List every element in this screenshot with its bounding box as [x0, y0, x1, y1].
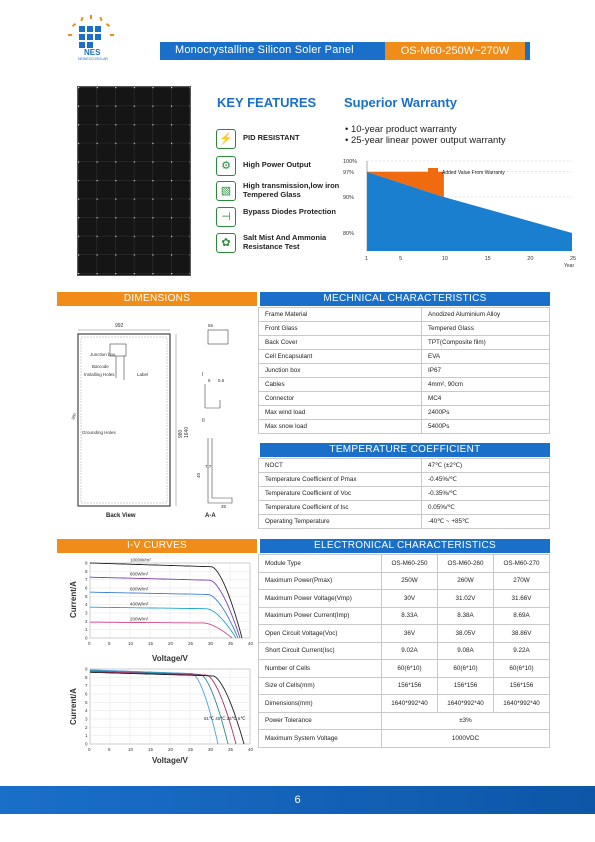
logo-subtext: NEWESCOSOLAR: [78, 57, 108, 61]
pid-icon: ⚡: [216, 129, 236, 149]
electrical-value: 8.38A: [438, 607, 494, 625]
iv-x-tick: 40: [248, 641, 254, 646]
svg-text:Barcode: Barcode: [92, 364, 109, 369]
electrical-label: Open Circuit Voltage(Voc): [259, 625, 382, 643]
iv-x-tick: 40: [248, 747, 254, 752]
temperature-value: -0.35%/℃: [422, 487, 550, 501]
electrical-label: Size of Cells(mm): [259, 677, 382, 695]
svg-text:Current/A: Current/A: [69, 688, 78, 725]
electrical-table: [258, 554, 550, 748]
iv-series-label: 1000W/m²: [130, 558, 151, 563]
electrical-value: 31.66V: [494, 590, 550, 608]
iv-y-tick: 6: [85, 585, 88, 591]
electrical-row: [259, 677, 550, 695]
iv-series-label: 400W/m²: [130, 601, 149, 607]
svg-text:II: II: [202, 418, 205, 424]
electrical-value: 156*156: [382, 677, 438, 695]
warranty-x-tick: 25: [570, 256, 577, 262]
mechanical-row: [259, 364, 550, 378]
electrical-label: Maximum System Voltage: [259, 730, 382, 748]
iv-y-tick: 1: [85, 627, 88, 633]
mechanical-row: [259, 350, 550, 364]
mechanical-value: Tempered Glass: [422, 322, 550, 336]
svg-text:55: 55: [208, 323, 214, 328]
key-features-title: KEY FEATURES: [217, 95, 317, 110]
electrical-value: 1000VDC: [382, 730, 550, 748]
iv-y-tick: 9: [85, 666, 88, 672]
electrical-value: 270W: [494, 572, 550, 590]
mechanical-label: Cables: [259, 378, 422, 392]
warranty-base-area: [367, 172, 572, 251]
electrical-header-cell: OS-M60-250: [382, 555, 438, 573]
electrical-row: [259, 625, 550, 643]
temperature-label: Temperature Coefficient of Pmax: [259, 473, 422, 487]
mechanical-label: Back Cover: [259, 336, 422, 350]
iv-x-tick: 10: [128, 747, 134, 752]
svg-text:35: 35: [221, 504, 227, 509]
document-title: Monocrystalline Silicon Soler Panel: [175, 44, 354, 56]
diode-icon: ⊣: [216, 207, 236, 227]
electrical-value: 9.08A: [438, 642, 494, 660]
iv-x-tick: 5: [108, 641, 111, 646]
electrical-header: ELECTRONICAL CHARACTERISTICS: [260, 539, 550, 553]
electrical-label: Short Circuit Current(Isc): [259, 642, 382, 660]
mechanical-label: Max wind load: [259, 406, 422, 420]
warranty-y-tick: 90%: [343, 195, 355, 201]
svg-text:Current/A: Current/A: [69, 581, 78, 618]
mechanical-header: MECHNICAL CHARACTERISTICS: [260, 292, 550, 306]
temperature-value: 0.05%/℃: [422, 501, 550, 515]
iv-curves-header: I-V CURVES: [57, 539, 257, 553]
temperature-label: Temperature Coefficient of Isc: [259, 501, 422, 515]
warranty-chart: [340, 155, 580, 273]
svg-text:A-A: A-A: [205, 513, 216, 518]
iv-y-tick: 0: [85, 635, 88, 641]
mechanical-value: Anodized Aluminium Alloy: [422, 308, 550, 322]
svg-text:Voltage/V: Voltage/V: [152, 756, 188, 765]
electrical-value: 9.22A: [494, 642, 550, 660]
feature-diode: ⊣ Bypass Diodes Protection: [216, 207, 336, 229]
iv-y-tick: 5: [85, 699, 88, 705]
dimensions-header: DIMENSIONS: [57, 292, 257, 306]
temperature-label: Temperature Coefficient of Voc: [259, 487, 422, 501]
iv-y-tick: 0: [85, 741, 88, 747]
iv-x-tick: 5: [108, 747, 111, 752]
temperature-row: [259, 501, 550, 515]
electrical-value: 31.02V: [438, 590, 494, 608]
mechanical-value: 2400Ps: [422, 406, 550, 420]
electrical-value: 36V: [382, 625, 438, 643]
model-range: OS-M60-250W~270W: [385, 42, 525, 60]
page-footer: [0, 786, 595, 814]
temperature-value: -40℃ ~ +85℃: [422, 515, 550, 529]
electrical-label: Dimensions(mm): [259, 695, 382, 713]
electrical-value: 156*156: [494, 677, 550, 695]
svg-text:7.7: 7.7: [205, 464, 212, 469]
mechanical-value: MC4: [422, 392, 550, 406]
page-number: 6: [294, 794, 301, 806]
iv-y-tick: 6: [85, 691, 88, 697]
electrical-row: [259, 607, 550, 625]
logo-text: NES: [84, 48, 101, 57]
svg-text:Label: Label: [137, 372, 149, 377]
mechanical-value: 5400Ps: [422, 420, 550, 434]
svg-text:992: 992: [115, 323, 124, 329]
mechanical-row: [259, 322, 550, 336]
iv-y-tick: 3: [85, 610, 88, 616]
mechanical-row: [259, 378, 550, 392]
electrical-value: 30V: [382, 590, 438, 608]
svg-text:980: 980: [70, 412, 78, 421]
feature-pid: ⚡ PID RESISTANT: [216, 129, 336, 151]
warranty-x-unit: Year: [564, 263, 575, 269]
temperature-row: [259, 487, 550, 501]
svg-text:40: 40: [196, 472, 201, 478]
temperature-label: NOCT: [259, 459, 422, 473]
electrical-row: [259, 572, 550, 590]
electrical-value: 1640*992*40: [438, 695, 494, 713]
warranty-x-tick: 1: [365, 256, 369, 262]
electrical-value: 38.86V: [494, 625, 550, 643]
electrical-value: 9.02A: [382, 642, 438, 660]
electrical-row: [259, 660, 550, 678]
warranty-legend-swatch: [428, 168, 438, 175]
iv-series-label: 600W/m²: [130, 586, 149, 592]
mechanical-label: Max snow load: [259, 420, 422, 434]
iv-y-tick: 7: [85, 683, 88, 689]
warranty-y-tick: 97%: [343, 169, 355, 176]
feature-power: ⚙ High Power Output: [216, 156, 336, 178]
electrical-label: Maximum Power(Pmax): [259, 572, 382, 590]
svg-text:Junction box: Junction box: [90, 352, 116, 357]
iv-y-tick: 2: [85, 618, 88, 624]
iv-y-tick: 4: [85, 602, 88, 608]
svg-text:Installing Holes: Installing Holes: [84, 372, 115, 377]
iv-x-tick: 25: [188, 641, 194, 646]
iv-x-tick: 35: [228, 747, 234, 752]
mechanical-row: [259, 392, 550, 406]
warranty-x-tick: 5: [399, 256, 403, 262]
svg-text:Grounding Holes: Grounding Holes: [82, 430, 116, 435]
mechanical-label: Junction box: [259, 364, 422, 378]
electrical-row: [259, 590, 550, 608]
glass-icon: ▧: [216, 181, 236, 201]
mechanical-value: 4mm², 90cm: [422, 378, 550, 392]
iv-x-tick: 30: [208, 747, 214, 752]
electrical-value: 8.69A: [494, 607, 550, 625]
warranty-y-tick: 100%: [343, 159, 358, 165]
temperature-value: 47℃ (±2℃): [422, 459, 550, 473]
svg-text:I: I: [202, 372, 204, 378]
electrical-label: Number of Cells: [259, 660, 382, 678]
electrical-header-cell: OS-M60-270: [494, 555, 550, 573]
iv-irradiance-chart: [62, 558, 260, 668]
mechanical-table: [258, 307, 550, 434]
iv-x-tick: 10: [128, 641, 134, 646]
electrical-value: 38.05V: [438, 625, 494, 643]
dimensions-drawing: [60, 318, 255, 518]
electrical-header-row: [259, 555, 550, 573]
temperature-header: TEMPERATURE COEFFICIENT: [260, 443, 550, 457]
electrical-label: Maximum Power Voltage(Vmp): [259, 590, 382, 608]
svg-text:5.5: 5.5: [218, 378, 225, 383]
electrical-value: 60(6*10): [438, 660, 494, 678]
iv-series-label: 200W/m²: [130, 616, 149, 622]
temperature-label: Operating Temperature: [259, 515, 422, 529]
iv-x-tick: 30: [208, 641, 214, 646]
iv-y-tick: 8: [85, 674, 88, 680]
mechanical-row: [259, 336, 550, 350]
electrical-value: ±3%: [382, 712, 550, 730]
iv-y-tick: 4: [85, 708, 88, 714]
high-power-icon: ⚙: [216, 156, 236, 176]
iv-x-tick: 15: [148, 747, 154, 752]
temperature-row: [259, 459, 550, 473]
warranty-y-tick: 80%: [343, 231, 355, 237]
mechanical-row: [259, 406, 550, 420]
electrical-label: Power Tolerance: [259, 712, 382, 730]
warranty-x-tick: 20: [527, 256, 534, 262]
iv-temperature-chart: [62, 665, 260, 770]
mechanical-label: Cell Encapsulant: [259, 350, 422, 364]
iv-y-tick: 9: [85, 560, 88, 566]
iv-x-tick: 0: [88, 641, 91, 646]
company-logo: [66, 12, 118, 64]
electrical-header-cell: OS-M60-260: [438, 555, 494, 573]
warranty-x-tick: 15: [484, 256, 491, 262]
svg-text:Voltage/V: Voltage/V: [152, 654, 188, 663]
iv-x-tick: 20: [168, 641, 174, 646]
iv-y-tick: 2: [85, 724, 88, 730]
mechanical-row: [259, 420, 550, 434]
mechanical-row: [259, 308, 550, 322]
electrical-value: 260W: [438, 572, 494, 590]
electrical-value: 156*156: [438, 677, 494, 695]
temperature-row: [259, 473, 550, 487]
warranty-bullet-1: • 10-year product warranty: [345, 124, 457, 135]
electrical-header-cell: Module Type: [259, 555, 382, 573]
iv-y-tick: 3: [85, 716, 88, 722]
iv-x-tick: 0: [88, 747, 91, 752]
mechanical-value: IP67: [422, 364, 550, 378]
svg-text:61℃ 40℃ 25℃ 5℃: 61℃ 40℃ 25℃ 5℃: [204, 716, 246, 721]
mechanical-label: Front Glass: [259, 322, 422, 336]
warranty-legend: Added Value From Warranty: [442, 170, 505, 176]
electrical-row: [259, 642, 550, 660]
electrical-value: 1640*992*40: [382, 695, 438, 713]
mechanical-label: Frame Material: [259, 308, 422, 322]
solar-panel-image: [77, 86, 191, 276]
svg-text:6: 6: [208, 378, 211, 383]
electrical-value: 250W: [382, 572, 438, 590]
svg-text:1640: 1640: [184, 426, 190, 438]
temperature-value: -0.45%/℃: [422, 473, 550, 487]
temperature-row: [259, 515, 550, 529]
electrical-row: [259, 695, 550, 713]
warranty-title: Superior Warranty: [344, 95, 457, 110]
mechanical-value: EVA: [422, 350, 550, 364]
electrical-value: 60(6*10): [382, 660, 438, 678]
electrical-row: [259, 730, 550, 748]
iv-y-tick: 7: [85, 577, 88, 583]
iv-y-tick: 1: [85, 733, 88, 739]
electrical-value: 1640*992*40: [494, 695, 550, 713]
iv-x-tick: 35: [228, 641, 234, 646]
temperature-table: [258, 458, 550, 529]
iv-y-tick: 5: [85, 593, 88, 599]
warranty-bullet-2: • 25-year linear power output warranty: [345, 135, 506, 146]
feature-glass: ▧ High transmission,low iron Tempered Glass: [216, 181, 336, 203]
electrical-row: [259, 712, 550, 730]
iv-series-label: 800W/m²: [130, 571, 149, 577]
electrical-value: 8.33A: [382, 607, 438, 625]
iv-x-tick: 20: [168, 747, 174, 752]
electrical-label: Maximum Power Current(Imp): [259, 607, 382, 625]
salt-mist-icon: ✿: [216, 233, 236, 253]
iv-y-tick: 8: [85, 568, 88, 574]
mechanical-label: Connector: [259, 392, 422, 406]
mechanical-value: TPT(Composite film): [422, 336, 550, 350]
warranty-x-tick: 10: [441, 256, 448, 262]
iv-x-tick: 15: [148, 641, 154, 646]
iv-x-tick: 25: [188, 747, 194, 752]
svg-text:980: 980: [178, 429, 184, 438]
feature-salt-mist: ✿ Salt Mist And Ammonia Resistance Test: [216, 233, 336, 255]
svg-text:Back View: Back View: [106, 513, 136, 518]
electrical-value: 60(6*10): [494, 660, 550, 678]
